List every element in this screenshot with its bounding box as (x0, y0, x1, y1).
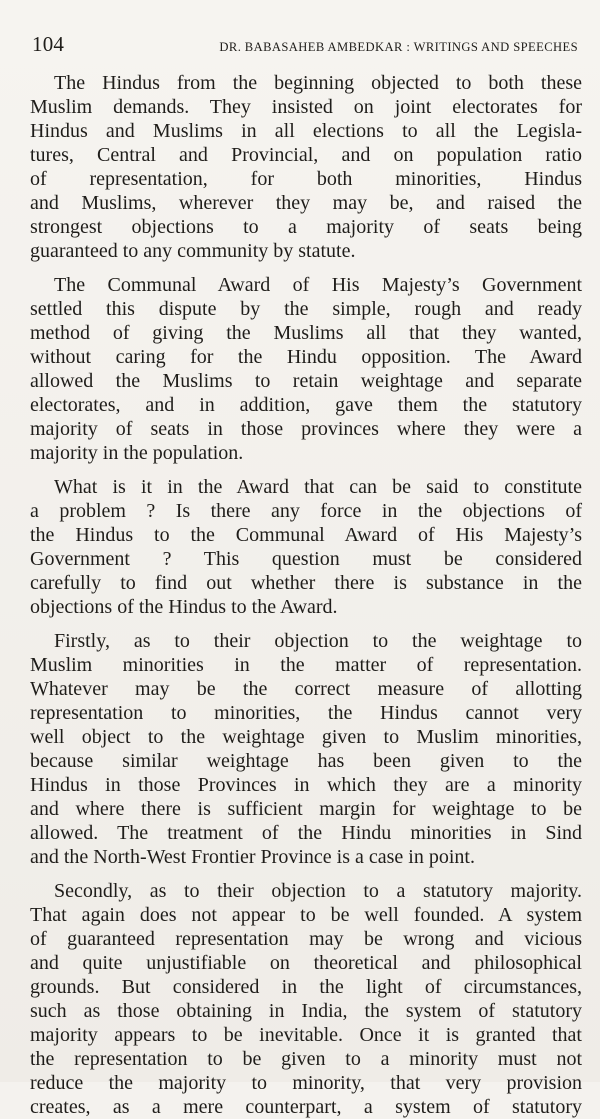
text-line: a problem ? Is there any force in the objections of (30, 500, 582, 522)
text-line: Government ? This question must be considered (30, 548, 582, 570)
text-line: of guaranteed representation may be wrong and vicious (30, 928, 582, 950)
text-line: the representation to be given to a minority must not (30, 1048, 582, 1070)
text-line: The Communal Award of His Majesty’s Government (54, 274, 582, 296)
text-line: and where there is sufficient margin for weightage to be (30, 798, 582, 820)
text-line: Hindus and Muslims in all elections to all the Legisla- (30, 120, 582, 142)
text-line: such as those obtaining in India, the system of statutory (30, 1000, 582, 1022)
page-number: 104 (32, 32, 65, 56)
text-line: allowed. The treatment of the Hindu minorities in Sind (30, 822, 582, 844)
paragraph (30, 629, 582, 869)
text-line: without caring for the Hindu opposition. The Award (30, 346, 582, 368)
text-line: What is it in the Award that can be said to constitute (54, 476, 582, 498)
paragraph (30, 273, 582, 465)
text-line: majority appears to be inevitable. Once it is granted that (30, 1024, 582, 1046)
text-line: Muslim demands. They insisted on joint electorates for (30, 96, 582, 118)
text-line: carefully to find out whether there is substance in the (30, 572, 582, 594)
running-head: DR. BABASAHEB AMBEDKAR : WRITINGS AND SPEECHES (219, 40, 578, 54)
text-line: and Muslims, wherever they may be, and raised the (30, 192, 582, 214)
paragraph (30, 879, 582, 1119)
text-line: Secondly, as to their objection to a statutory majority. (54, 880, 582, 902)
page-header (30, 34, 582, 55)
text-line: and quite unjustifiable on theoretical and philosophical (30, 952, 582, 974)
text-line: majority of seats in those provinces where they were a (30, 418, 582, 440)
text-line: objections of the Hindus to the Award. (30, 596, 338, 618)
paragraph (30, 475, 582, 619)
text-line: the Hindus to the Communal Award of His Majesty’s (30, 524, 582, 546)
text-line: Whatever may be the correct measure of allotting (30, 678, 582, 700)
text-line: Firstly, as to their objection to the weightage to (54, 630, 582, 652)
text-line: representation to minorities, the Hindus cannot very (30, 702, 582, 724)
text-line: strongest objections to a majority of seats being (30, 216, 582, 238)
text-line: majority in the population. (30, 442, 244, 464)
text-line: grounds. But considered in the light of circumstances, (30, 976, 582, 998)
text-line: and the North-West Frontier Province is a case in point. (30, 846, 475, 868)
paragraph (30, 71, 582, 263)
text-line: because similar weightage has been given to the (30, 750, 582, 772)
text-line: creates, as a mere counterpart, a system of statutory (30, 1096, 582, 1118)
text-line: Hindus in those Provinces in which they are a minority (30, 774, 582, 796)
text-line: method of giving the Muslims all that they wanted, (30, 322, 582, 344)
text-line: settled this dispute by the simple, rough and ready (30, 298, 582, 320)
text-line: well object to the weightage given to Muslim minorities, (30, 726, 582, 748)
text-line: allowed the Muslims to retain weightage and separate (30, 370, 582, 392)
text-line: reduce the majority to minority, that very provision (30, 1072, 582, 1094)
text-line: The Hindus from the beginning objected to both these (54, 72, 582, 94)
text-line: of representation, for both minorities, Hindus (30, 168, 582, 190)
text-line: Muslim minorities in the matter of representation. (30, 654, 582, 676)
text-line: electorates, and in addition, gave them the statutory (30, 394, 582, 416)
body-text (30, 71, 582, 1119)
text-line: tures, Central and Provincial, and on population ratio (30, 144, 582, 166)
text-line: guaranteed to any community by statute. (30, 240, 356, 262)
text-line: That again does not appear to be well founded. A system (30, 904, 582, 926)
